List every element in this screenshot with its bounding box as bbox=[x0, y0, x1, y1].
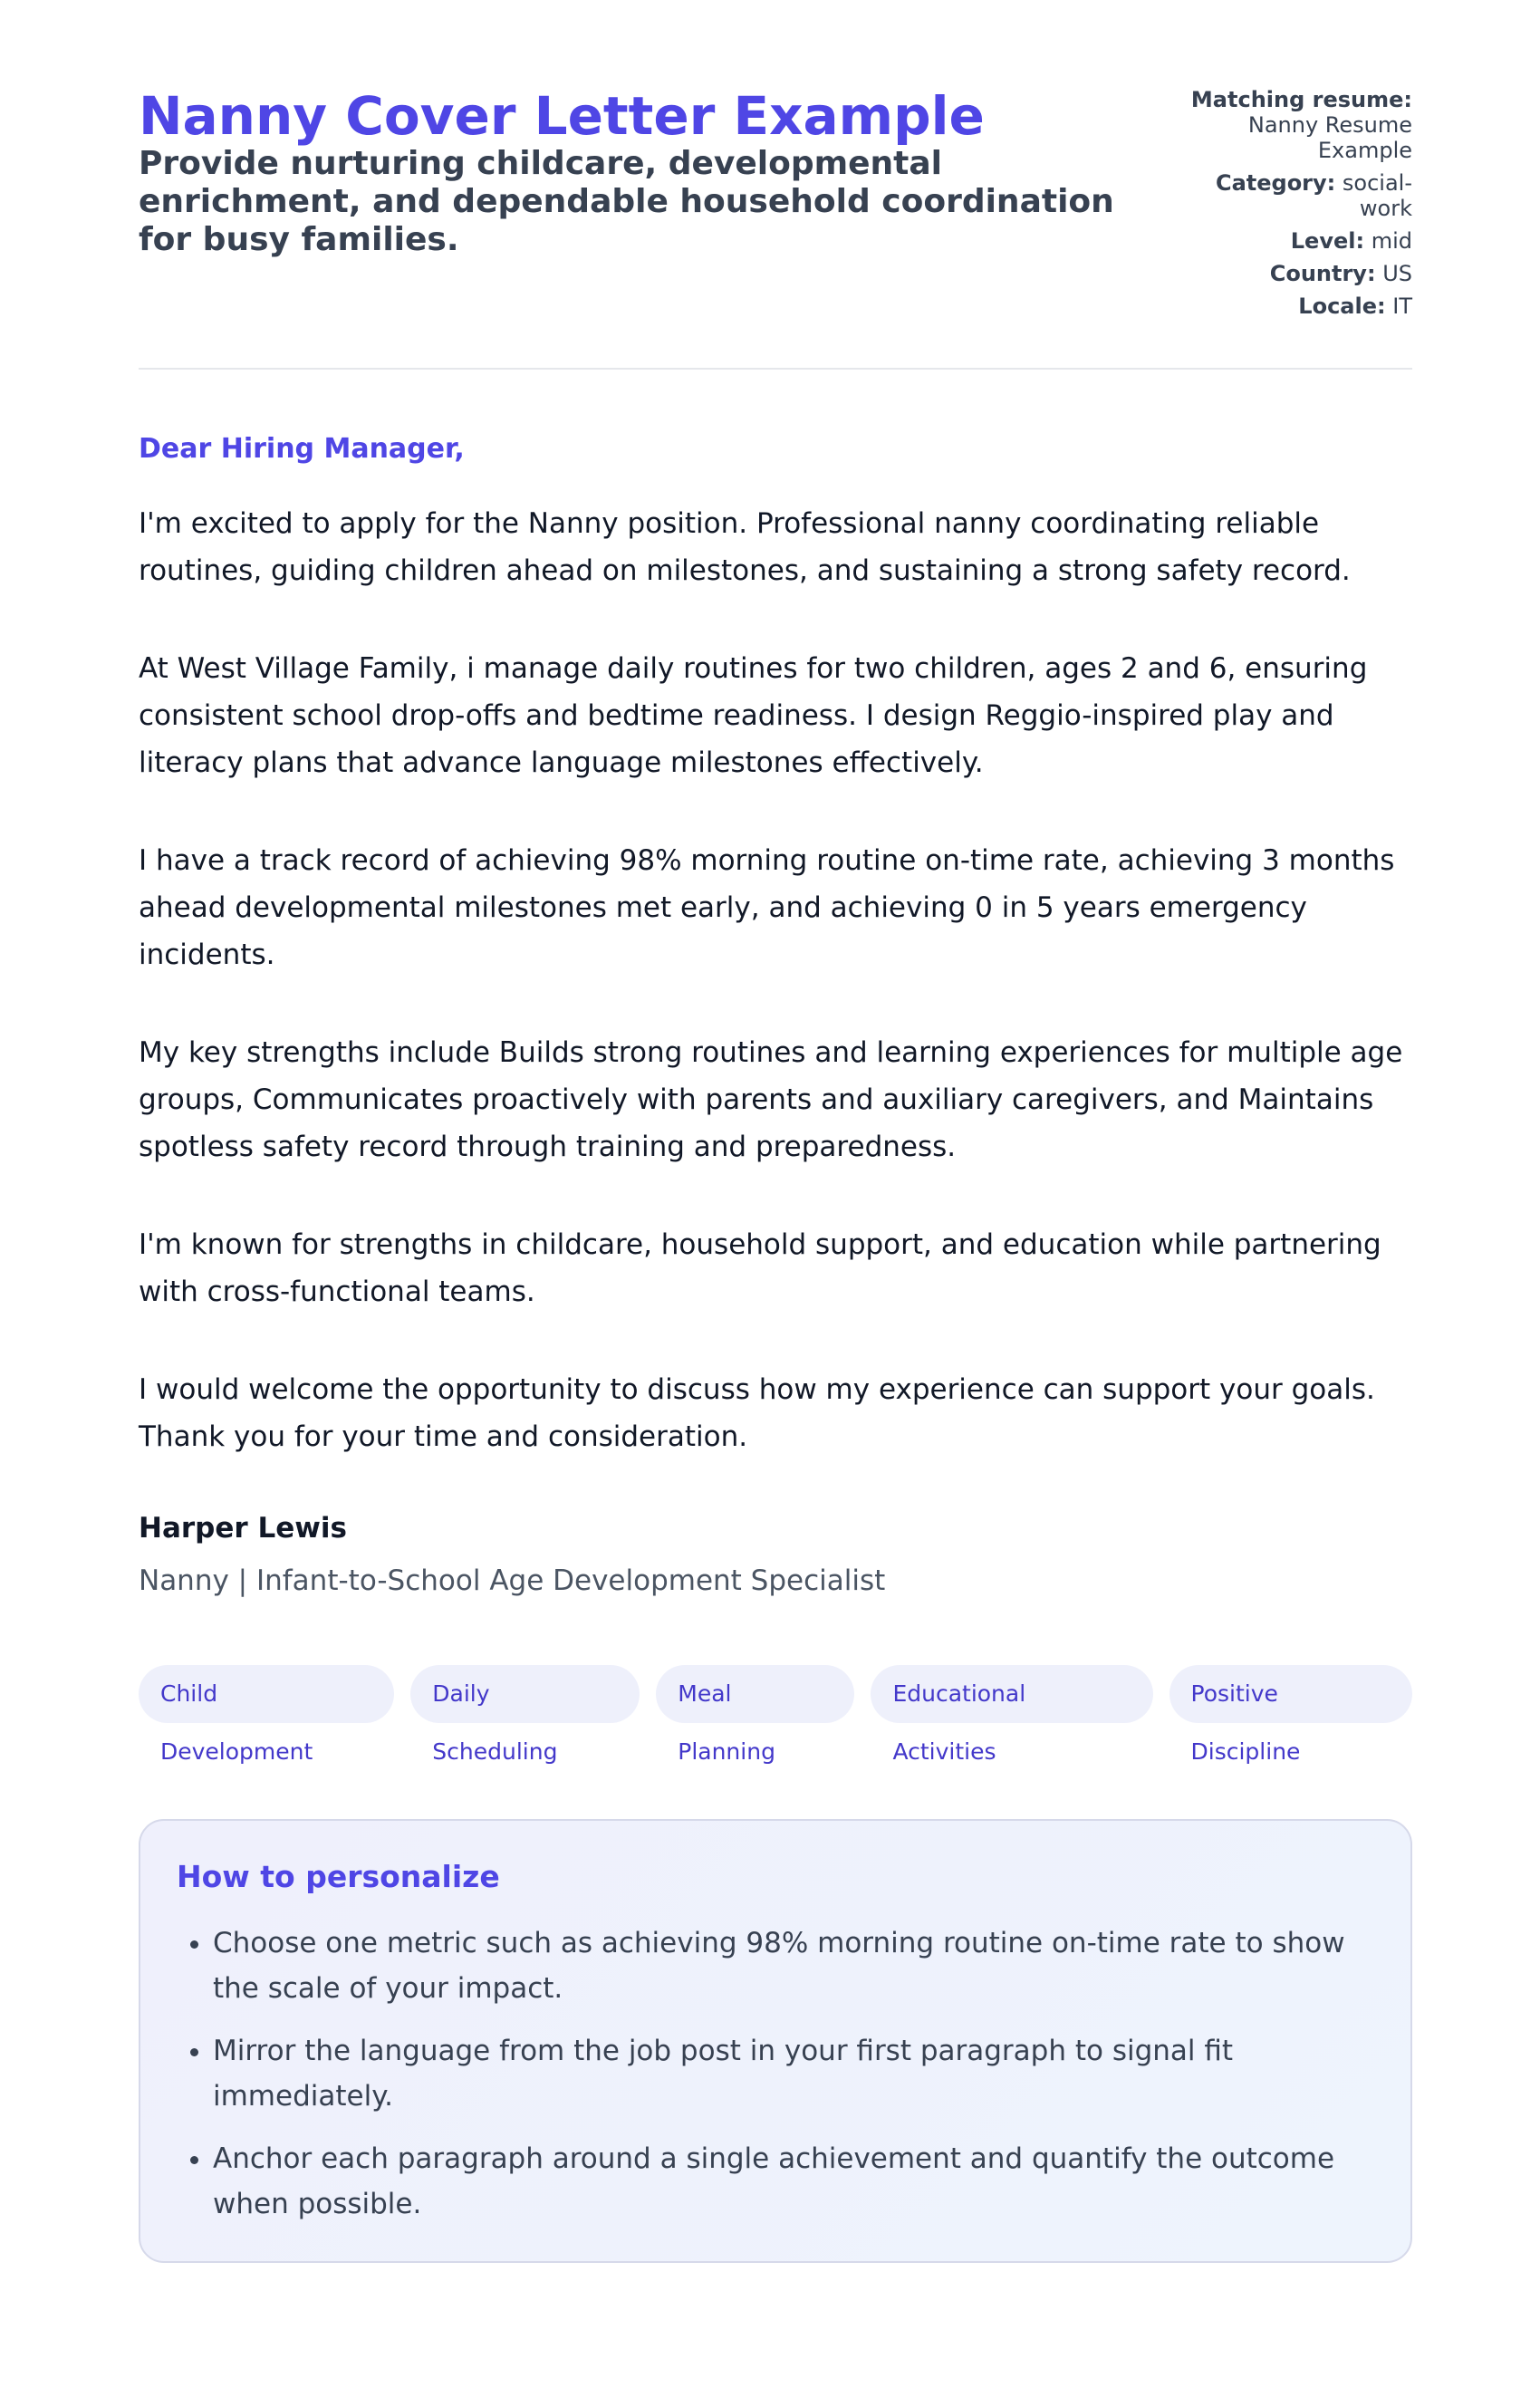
personalize-list bbox=[177, 1920, 1374, 2227]
signature-name: Harper Lewis bbox=[139, 1512, 347, 1545]
meta-matching-resume bbox=[1177, 87, 1412, 163]
salutation: Dear Hiring Manager, bbox=[139, 433, 465, 465]
letter-paragraph: At West Village Family, i manage daily routines for two children, ages 2 and 6, ensuring consistent school drop-offs and bedtime readiness. I design Reggio-inspired play and literacy plans that advance language milestones effectively. bbox=[139, 652, 1368, 779]
meta-category-label: Category: bbox=[1215, 170, 1336, 196]
personalize-item: • Anchor each paragraph around a single achievement and quantify the outcome when possible. bbox=[213, 2136, 1374, 2227]
skill-tag: Daily Scheduling bbox=[410, 1665, 640, 1723]
meta-country bbox=[1177, 261, 1412, 286]
meta-locale-value: IT bbox=[1392, 294, 1412, 319]
header-divider bbox=[139, 368, 1412, 370]
signature-title: Nanny | Infant-to-School Age Development Specialist bbox=[139, 1564, 886, 1597]
meta-country-value: US bbox=[1382, 261, 1412, 286]
meta-level bbox=[1177, 228, 1412, 254]
skill-tag: Meal Planning bbox=[656, 1665, 854, 1723]
meta-level-label: Level: bbox=[1290, 228, 1365, 254]
skill-tag: Positive Discipline bbox=[1169, 1665, 1413, 1723]
header-titles bbox=[139, 87, 1144, 259]
page-title: Nanny Cover Letter Example bbox=[139, 85, 985, 147]
meta-category-value: social-work bbox=[1342, 170, 1412, 221]
meta-locale-label: Locale: bbox=[1298, 294, 1386, 319]
letter-paragraph: I would welcome the opportunity to discuss how my experience can support your goals. Thank you for your time and consideration. bbox=[139, 1373, 1375, 1453]
meta-matching-resume-label: Matching resume: bbox=[1190, 87, 1412, 112]
letter-paragraph: I'm excited to apply for the Nanny position. Professional nanny coordinating reliable routines, guiding children ahead on milestones, and sustaining a strong safety record. bbox=[139, 507, 1351, 587]
cover-letter-page bbox=[139, 87, 1412, 2263]
meta-country-label: Country: bbox=[1269, 261, 1376, 286]
header bbox=[139, 87, 1412, 326]
skill-tag: Educational Activities bbox=[871, 1665, 1152, 1723]
personalize-item: • Mirror the language from the job post in your first paragraph to signal fit immediately. bbox=[213, 2028, 1374, 2119]
letter-paragraph: My key strengths include Builds strong routines and learning experiences for multiple age groups, Communicates proactively with parents and auxiliary caregivers, and Maintains spotless safety record through training and preparedness. bbox=[139, 1036, 1403, 1163]
meta-level-value: mid bbox=[1371, 228, 1412, 254]
letter-paragraph: I have a track record of achieving 98% morning routine on-time rate, achieving 3 months ahead developmental milestones met early, and achieving 0 in 5 years emergency incidents. bbox=[139, 844, 1395, 971]
personalize-item: • Choose one metric such as achieving 98% morning routine on-time rate to show the scale of your impact. bbox=[213, 1920, 1374, 2011]
skill-tag: Child Development bbox=[139, 1665, 394, 1723]
personalize-title: How to personalize bbox=[177, 1859, 500, 1894]
page-subtitle: Provide nurturing childcare, developmental enrichment, and dependable household coordination for busy families. bbox=[139, 145, 1114, 258]
meta-locale bbox=[1177, 294, 1412, 319]
letter-paragraph: I'm known for strengths in childcare, household support, and education while partnering with cross-functional teams. bbox=[139, 1228, 1381, 1308]
meta-matching-resume-value: Nanny Resume Example bbox=[1247, 112, 1412, 163]
skill-tags bbox=[139, 1665, 1412, 1765]
meta-category bbox=[1177, 170, 1412, 221]
letter-body bbox=[139, 500, 1412, 1460]
personalize-box bbox=[139, 1819, 1412, 2263]
meta-panel bbox=[1177, 87, 1412, 326]
